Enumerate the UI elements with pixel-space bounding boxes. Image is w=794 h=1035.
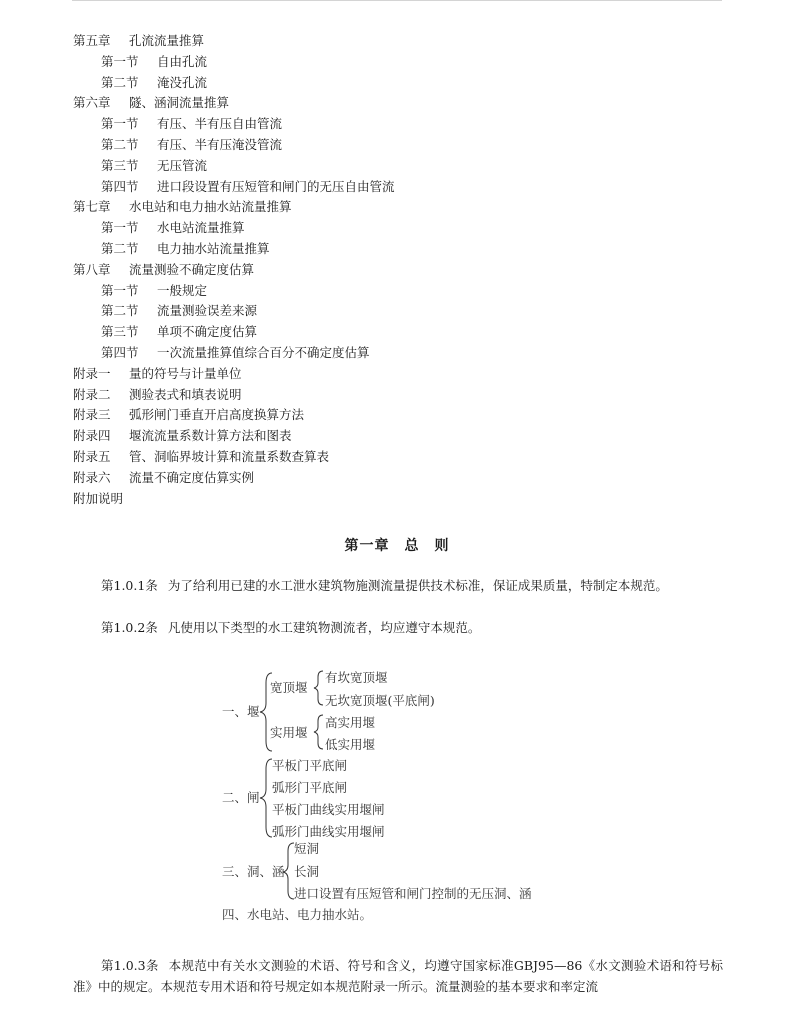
toc-title: 量的符号与计量单位 <box>129 365 242 381</box>
toc-label: 第二节 <box>101 240 139 256</box>
toc-label: 第三节 <box>101 324 139 340</box>
brace-broad-crest <box>314 671 323 705</box>
structure-type-diagram <box>222 665 602 925</box>
toc-label: 第八章 <box>73 261 111 277</box>
toc-label: 第五章 <box>73 33 111 48</box>
toc-section-row <box>73 177 733 198</box>
practical-label: 实用堰 <box>270 725 308 740</box>
toc-title: 无压管流 <box>157 157 208 173</box>
toc-title: 流量测验误差来源 <box>157 303 258 319</box>
toc-title: 电力抽水站流量推算 <box>157 240 270 256</box>
toc-appendix-row <box>73 405 733 426</box>
toc-appendix-row <box>73 468 733 489</box>
chapter-title: 第一章 总 则 <box>344 538 450 554</box>
toc-section-row <box>73 239 733 260</box>
toc-title: 有压、半有压自由管流 <box>157 116 283 132</box>
gate-label: 二、闸 <box>222 790 260 805</box>
toc-title: 孔流流量推算 <box>129 33 205 48</box>
toc-title: 淹没孔流 <box>157 74 208 90</box>
toc-label: 附录二 <box>73 386 111 402</box>
gate-item-3: 平板门曲线实用堰闸 <box>272 802 385 817</box>
toc-chapter-row <box>73 197 733 218</box>
toc-label: 第二节 <box>101 303 139 319</box>
broad-no-sill-label: 无坎宽顶堰(平底闸) <box>325 693 435 708</box>
article-1-0-1 <box>73 575 723 596</box>
toc-label: 第三节 <box>101 157 139 173</box>
toc-title: 一般规定 <box>157 282 208 298</box>
toc-label: 附录三 <box>73 407 111 423</box>
toc-label: 附录六 <box>73 469 111 485</box>
toc-label: 附录四 <box>73 428 111 444</box>
toc-section-row <box>73 114 733 135</box>
brace-practical <box>314 715 323 749</box>
article-1-0-2 <box>73 617 723 638</box>
toc-label: 附录五 <box>73 448 111 464</box>
tunnel-item-1: 短洞 <box>294 841 320 856</box>
practical-high-label: 高实用堰 <box>325 715 376 730</box>
tunnel-item-3: 进口设置有压短管和闸门控制的无压洞、涵 <box>294 886 532 901</box>
brace-tunnel <box>283 843 294 899</box>
toc-title: 进口段设置有压短管和闸门的无压自由管流 <box>157 178 395 194</box>
gate-item-4: 弧形门曲线实用堰闸 <box>272 824 385 839</box>
toc-section-row <box>73 135 733 156</box>
article-text: 凡使用以下类型的水工建筑物测流者，均应遵守本规范。 <box>167 620 481 635</box>
toc-label: 第一节 <box>101 53 139 69</box>
toc-label: 附加说明 <box>73 490 124 506</box>
toc-title: 水电站流量推算 <box>157 220 245 236</box>
toc-section-row <box>73 52 733 73</box>
article-text: 本规范中有关水文测验的术语、符号和含义，均遵守国家标准GBJ95—86《水文测验术语和符号标准》中的规定。本规范专用术语和符号规定如本规范附录一所示。流量测验的基本要求和率定流 <box>73 958 723 994</box>
toc-label: 第一节 <box>101 220 139 236</box>
toc-label: 第七章 <box>73 199 111 215</box>
practical-low-label: 低实用堰 <box>325 737 376 752</box>
article-text: 为了给利用已建的水工泄水建筑物施测流量提供技术标准，保证成果质量，特制定本规范。 <box>167 578 668 593</box>
toc-title: 单项不确定度估算 <box>157 324 258 340</box>
toc-appendix-row <box>73 447 733 468</box>
tunnel-item-2: 长洞 <box>294 864 320 879</box>
toc-chapter-row <box>73 260 733 281</box>
toc-title: 流量不确定度估算实例 <box>129 469 255 485</box>
article-number: 第1.0.3条 <box>101 958 159 973</box>
toc-label: 第二节 <box>101 136 139 152</box>
toc-chapter-row <box>73 93 733 114</box>
toc-title: 弧形闸门垂直开启高度换算方法 <box>129 407 305 423</box>
toc-title: 堰流流量系数计算方法和图表 <box>129 428 292 444</box>
toc-appendix-row <box>73 364 733 385</box>
gate-item-2: 弧形门平底闸 <box>272 780 348 795</box>
toc-label: 第六章 <box>73 95 111 111</box>
station-label: 四、水电站、电力抽水站。 <box>222 907 373 922</box>
toc-section-row <box>73 73 733 94</box>
toc-label: 第四节 <box>101 178 139 194</box>
article-number: 第1.0.1条 <box>101 578 158 593</box>
article-1-0-3 <box>73 955 723 997</box>
top-rule <box>72 0 722 1</box>
toc-section-row <box>73 301 733 322</box>
toc-label: 第二节 <box>101 74 139 90</box>
toc-title: 测验表式和填表说明 <box>129 386 242 402</box>
article-number: 第1.0.2条 <box>101 620 158 635</box>
weir-label: 一、堰 <box>222 704 260 719</box>
toc-section-row <box>73 343 733 364</box>
toc-label: 附录一 <box>73 365 111 381</box>
broad-crest-label: 宽顶堰 <box>270 680 308 695</box>
toc-title: 管、洞临界坡计算和流量系数查算表 <box>129 448 330 464</box>
toc-label: 第一节 <box>101 282 139 298</box>
toc-appendix-row <box>73 385 733 406</box>
gate-item-1: 平板门平底闸 <box>272 758 348 773</box>
toc-appendix-row <box>73 426 733 447</box>
toc-section-row <box>73 322 733 343</box>
toc-label: 第四节 <box>101 344 139 360</box>
toc-title: 流量测验不确定度估算 <box>129 261 255 277</box>
tunnel-label: 三、洞、涵 <box>222 864 285 879</box>
toc-section-row <box>73 218 733 239</box>
toc-title: 水电站和电力抽水站流量推算 <box>129 199 292 215</box>
brace-gate <box>260 759 272 837</box>
toc-chapter-row <box>73 31 733 52</box>
table-of-contents <box>73 31 733 509</box>
broad-with-sill-label: 有坎宽顶堰 <box>325 670 388 685</box>
toc-appendix-row <box>73 489 733 510</box>
toc-title: 自由孔流 <box>157 53 208 69</box>
toc-section-row <box>73 281 733 302</box>
toc-section-row <box>73 156 733 177</box>
toc-title: 有压、半有压淹没管流 <box>157 136 283 152</box>
toc-title: 隧、涵洞流量推算 <box>129 95 230 111</box>
toc-title: 一次流量推算值综合百分不确定度估算 <box>157 344 370 360</box>
toc-label: 第一节 <box>101 116 139 132</box>
